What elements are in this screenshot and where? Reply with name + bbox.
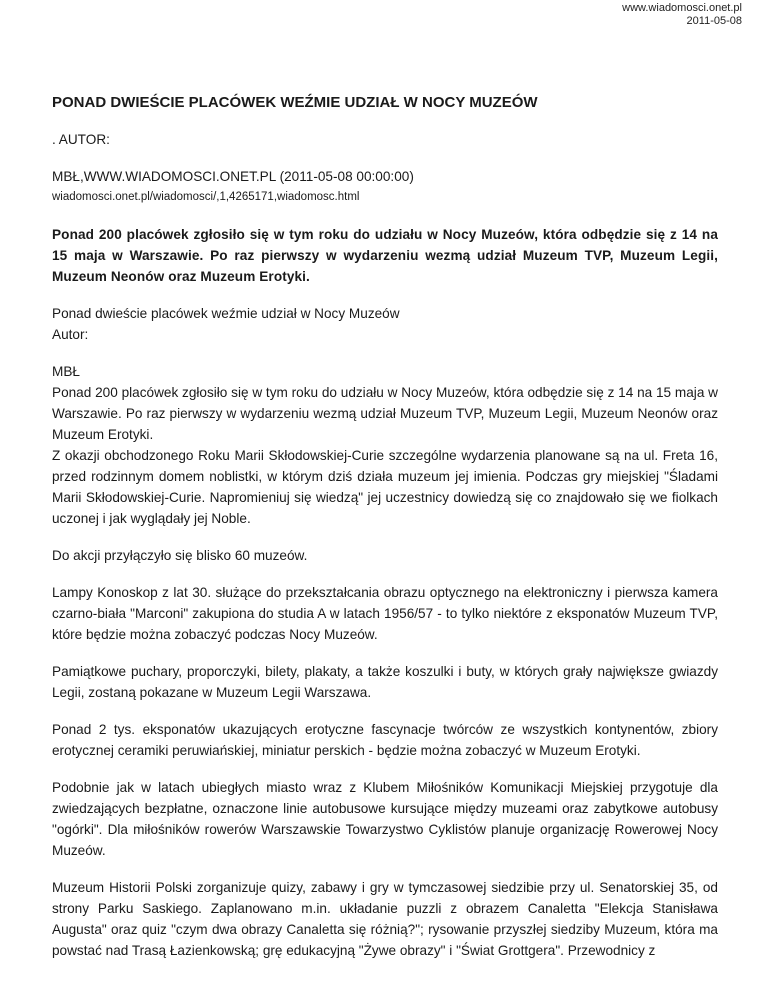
paragraph-5: Pamiątkowe puchary, proporczyki, bilety, plakaty, a także koszulki i buty, w których grały największe gwiazdy Legii, zostaną pokazane w Muzeum Legii Warszawa. (52, 664, 718, 700)
paragraph-4: Lampy Konoskop z lat 30. służące do przekształcania obrazu optycznego na elektroniczny i pierwsza kamera czarno-biała "Marconi" zakupiona do studia A w latach 1956/57 - to tylko niektóre z eksponatów Muzeum TVP, które będzie można zobaczyć podczas Nocy Muzeów. (52, 585, 718, 642)
mbl-label: MBŁ (52, 364, 80, 379)
body-block (52, 361, 718, 529)
header-site: www.wiadomosci.onet.pl (622, 2, 742, 14)
source-line: MBŁ,WWW.WIADOMOSCI.ONET.PL (2011-05-08 00:00:00) (52, 169, 414, 184)
subtitle: Ponad dwieście placówek weźmie udział w Nocy Muzeów (52, 306, 400, 321)
body-paragraph-2: Z okazji obchodzonego Roku Marii Skłodowskiej-Curie szczególne wydarzenia planowane są na ul. Freta 16, przed rodzinnym domem noblistki, w którym dziś działa muzeum jej imienia. Podczas gry miejskiej "Śladami Marii Skłodowskiej-Curie. Napromieniuj się wiedzą" jej uczestnicy dowiedzą się co znajdowało się we fiolkach uczonej i jak wyglądały jej Noble. (52, 448, 718, 526)
header-date: 2011-05-08 (686, 15, 742, 27)
paragraph-6: Ponad 2 tys. eksponatów ukazujących erotyczne fascynacje twórców ze wszystkich kontynentów, zbiory erotycznej ceramiki peruwiańskiej, miniatur perskich - będzie można zobaczyć w Muzeum Erotyki. (52, 722, 718, 758)
article-title: PONAD DWIEŚCIE PLACÓWEK WEŹMIE UDZIAŁ W NOCY MUZEÓW (52, 94, 538, 111)
page-header-meta (622, 2, 742, 28)
autor-label: Autor: (52, 327, 89, 342)
author-label: . AUTOR: (52, 132, 110, 147)
body-paragraph-1: Ponad 200 placówek zgłosiło się w tym roku do udziału w Nocy Muzeów, która odbędzie się z 14 na 15 maja w Warszawie. Po raz pierwszy w wydarzeniu wezmą udział Muzeum TVP, Muzeum Legii, Muzeum Neonów oraz Muzeum Erotyki. (52, 385, 718, 442)
subtitle-block (52, 303, 718, 345)
paragraph-8: Muzeum Historii Polski zorganizuje quizy, zabawy i gry w tymczasowej siedzibie przy ul. Senatorskiej 35, od strony Parku Saskiego. Zaplanowano m.in. układanie puzzli z obrazem Canaletta "Elekcja Stanisława Augusta" oraz quiz "czym dwa obrazy Canaletta się różnią?"; rysowanie przyszłej siedziby Muzeum, która ma powstać nad Trasą Łazienkowską; grę edukacyjną "Żywe obrazy" i "Świat Grottgera". Przewodnicy z (52, 880, 718, 958)
paragraph-7: Podobnie jak w latach ubiegłych miasto wraz z Klubem Miłośników Komunikacji Miejskiej przygotuje dla zwiedzających bezpłatne, oznaczone linie autobusowe kursujące między muzeami oraz zabytkowe autobusy "ogórki". Dla miłośników rowerów Warszawskie Towarzystwo Cyklistów planuje organizację Rowerowej Nocy Muzeów. (52, 780, 718, 858)
article-url: wiadomosci.onet.pl/wiadomosci/,1,4265171,wiadomosc.html (52, 191, 360, 203)
paragraph-3: Do akcji przyłączyło się blisko 60 muzeów. (52, 548, 308, 563)
article (52, 92, 718, 977)
article-lead: Ponad 200 placówek zgłosiło się w tym roku do udziału w Nocy Muzeów, która odbędzie się z 14 na 15 maja w Warszawie. Po raz pierwszy w wydarzeniu wezmą udział Muzeum TVP, Muzeum Legii, Muzeum Neonów oraz Muzeum Erotyki. (52, 227, 718, 284)
